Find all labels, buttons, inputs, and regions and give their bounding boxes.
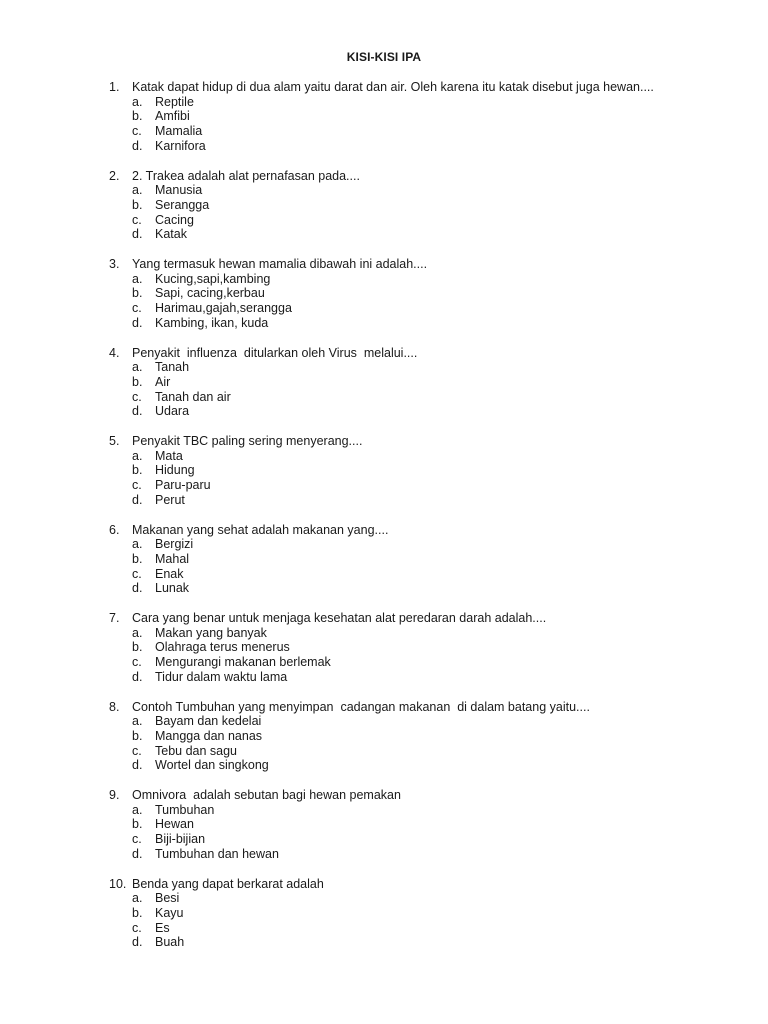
option-text: Mamalia [155, 124, 203, 139]
option-text: Lunak [155, 581, 190, 596]
option-letter: a. [132, 537, 143, 552]
question-item [0, 611, 768, 700]
question-number: 3. [109, 257, 120, 271]
answer-option [0, 404, 768, 419]
answer-option [0, 758, 768, 773]
option-text: Kambing, ikan, kuda [155, 315, 269, 330]
option-letter: c. [132, 478, 142, 493]
option-letter: a. [132, 183, 143, 198]
answer-option [0, 640, 768, 655]
question-number: 4. [109, 345, 120, 360]
answer-option [0, 493, 768, 508]
question-text: 2. Trakea adalah alat pernafasan pada.... [132, 168, 360, 183]
answer-option [0, 935, 768, 950]
answer-option [0, 581, 768, 596]
option-letter: b. [132, 728, 143, 743]
option-text: Mengurangi makanan berlemak [155, 655, 331, 670]
option-letter: d. [132, 846, 143, 861]
answer-option [0, 670, 768, 685]
option-letter: c. [132, 655, 142, 670]
option-text: Enak [155, 566, 184, 581]
answer-option [0, 891, 768, 906]
option-letter: b. [132, 817, 143, 832]
answer-option [0, 906, 768, 921]
option-text: Karnifora [155, 138, 206, 153]
answer-option [0, 744, 768, 759]
answer-option [0, 286, 768, 301]
option-text: Harimau,gajah,serangga [155, 301, 292, 316]
answer-options [0, 360, 768, 419]
option-text: Tumbuhan dan hewan [155, 846, 279, 861]
question-item [0, 80, 768, 169]
answer-option [0, 360, 768, 375]
answer-option [0, 449, 768, 464]
option-letter: b. [132, 905, 143, 920]
option-letter: c. [132, 301, 142, 316]
option-text: Tebu dan sagu [155, 743, 238, 758]
option-letter: d. [132, 758, 143, 773]
answer-option [0, 375, 768, 390]
option-text: Makan yang banyak [155, 625, 267, 640]
answer-options [0, 449, 768, 508]
option-letter: a. [132, 271, 143, 286]
option-letter: a. [132, 891, 143, 906]
question-number: 9. [109, 788, 120, 802]
option-letter: c. [132, 832, 142, 847]
option-letter: a. [132, 625, 143, 640]
option-text: Reptile [155, 94, 194, 109]
question-list [0, 80, 768, 965]
option-text: Olahraga terus menerus [155, 640, 290, 655]
answer-option [0, 655, 768, 670]
option-letter: b. [132, 374, 143, 389]
question-item [0, 346, 768, 435]
option-text: Tumbuhan [155, 802, 215, 817]
option-letter: d. [132, 138, 143, 153]
answer-option [0, 95, 768, 110]
question-text: Yang termasuk hewan mamalia dibawah ini adalah.... [132, 257, 428, 271]
option-text: Cacing [155, 212, 194, 227]
answer-options [0, 183, 768, 242]
option-letter: b. [132, 551, 143, 566]
option-text: Bergizi [155, 537, 194, 552]
option-text: Kayu [155, 905, 184, 920]
option-letter: d. [132, 935, 143, 950]
answer-option [0, 537, 768, 552]
option-text: Tidur dalam waktu lama [155, 669, 288, 684]
option-letter: a. [132, 94, 143, 109]
answer-options [0, 714, 768, 773]
question-number: 7. [109, 611, 120, 625]
option-letter: b. [132, 197, 143, 212]
option-text: Paru-paru [155, 478, 211, 493]
answer-option [0, 832, 768, 847]
answer-option [0, 301, 768, 316]
option-letter: a. [132, 448, 143, 463]
document-title: KISI-KISI IPA [346, 50, 422, 64]
option-text: Air [155, 374, 171, 389]
answer-option [0, 847, 768, 862]
answer-option [0, 124, 768, 139]
option-letter: c. [132, 389, 142, 404]
option-text: Mahal [155, 551, 190, 566]
option-text: Tanah dan air [155, 389, 231, 404]
question-text: Contoh Tumbuhan yang menyimpan cadangan makanan di dalam batang yaitu.... [132, 699, 590, 714]
answer-option [0, 213, 768, 228]
question-item [0, 169, 768, 258]
option-letter: c. [132, 124, 142, 139]
option-letter: d. [132, 581, 143, 596]
answer-options [0, 537, 768, 596]
question-text: Makanan yang sehat adalah makanan yang.... [132, 522, 389, 537]
option-letter: d. [132, 404, 143, 419]
answer-option [0, 552, 768, 567]
answer-option [0, 463, 768, 478]
answer-option [0, 478, 768, 493]
option-letter: c. [132, 566, 142, 581]
option-text: Besi [155, 891, 180, 906]
option-letter: a. [132, 802, 143, 817]
option-text: Kucing,sapi,kambing [155, 271, 271, 286]
option-letter: b. [132, 109, 143, 124]
option-text: Bayam dan kedelai [155, 714, 262, 729]
question-text: Cara yang benar untuk menjaga kesehatan alat peredaran darah adalah.... [132, 611, 547, 625]
question-number: 6. [109, 522, 120, 537]
answer-option [0, 817, 768, 832]
question-item [0, 523, 768, 612]
answer-options [0, 95, 768, 154]
question-item [0, 700, 768, 789]
option-letter: d. [132, 315, 143, 330]
answer-option [0, 803, 768, 818]
question-number: 5. [109, 434, 120, 448]
option-text: Buah [155, 935, 185, 950]
question-number: 2. [109, 168, 120, 183]
option-text: Serangga [155, 197, 210, 212]
option-letter: a. [132, 360, 143, 375]
option-letter: d. [132, 492, 143, 507]
option-letter: b. [132, 640, 143, 655]
answer-option [0, 626, 768, 641]
question-number: 10. [109, 876, 127, 891]
answer-option [0, 567, 768, 582]
question-text: Omnivora adalah sebutan bagi hewan pemakan [132, 788, 401, 802]
question-item [0, 877, 768, 966]
answer-option [0, 272, 768, 287]
question-text: Penyakit TBC paling sering menyerang.... [132, 434, 363, 448]
question-item [0, 788, 768, 877]
option-text: Manusia [155, 183, 203, 198]
option-letter: c. [132, 212, 142, 227]
answer-options [0, 272, 768, 331]
option-text: Mata [155, 448, 183, 463]
answer-options [0, 803, 768, 862]
answer-option [0, 198, 768, 213]
option-text: Es [155, 920, 170, 935]
question-text: Katak dapat hidup di dua alam yaitu darat dan air. Oleh karena itu katak disebut juga hewan.... [132, 80, 654, 94]
answer-option [0, 227, 768, 242]
option-letter: c. [132, 920, 142, 935]
option-text: Wortel dan singkong [155, 758, 269, 773]
option-text: Sapi, cacing,kerbau [155, 286, 265, 301]
answer-option [0, 109, 768, 124]
option-text: Katak [155, 227, 187, 242]
answer-option [0, 921, 768, 936]
answer-option [0, 714, 768, 729]
option-letter: d. [132, 669, 143, 684]
option-letter: b. [132, 463, 143, 478]
option-letter: d. [132, 227, 143, 242]
question-number: 8. [109, 699, 120, 714]
answer-option [0, 729, 768, 744]
question-number: 1. [109, 80, 120, 94]
answer-option [0, 139, 768, 154]
option-text: Hewan [155, 817, 194, 832]
option-text: Hidung [155, 463, 195, 478]
answer-options [0, 626, 768, 685]
answer-option [0, 183, 768, 198]
option-text: Tanah [155, 360, 190, 375]
option-text: Amfibi [155, 109, 190, 124]
option-letter: c. [132, 743, 142, 758]
option-letter: a. [132, 714, 143, 729]
option-text: Biji-bijian [155, 832, 206, 847]
option-text: Perut [155, 492, 185, 507]
option-letter: b. [132, 286, 143, 301]
question-item [0, 434, 768, 523]
option-text: Mangga dan nanas [155, 728, 263, 743]
question-item [0, 257, 768, 346]
answer-options [0, 891, 768, 950]
question-text: Benda yang dapat berkarat adalah [132, 876, 324, 891]
answer-option [0, 316, 768, 331]
option-text: Udara [155, 404, 190, 419]
answer-option [0, 390, 768, 405]
question-text: Penyakit influenza ditularkan oleh Virus melalui.... [132, 345, 418, 360]
